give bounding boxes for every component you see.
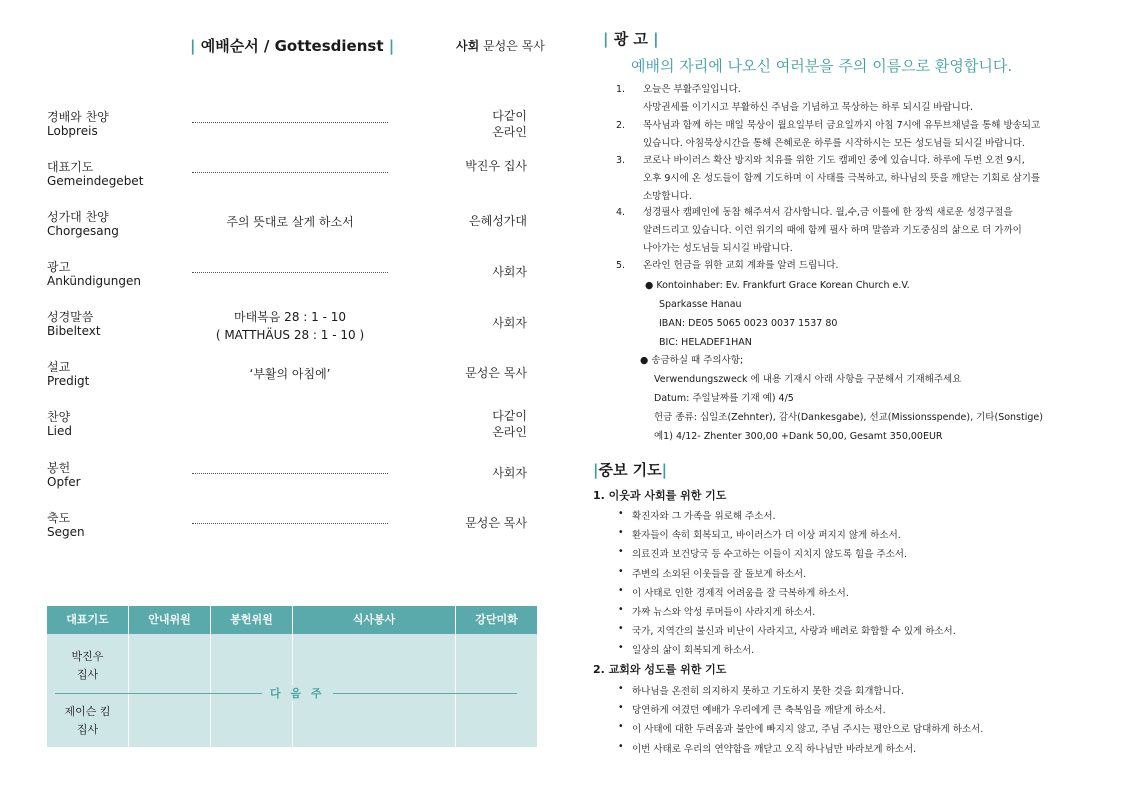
transfer-note: 예1) 4/12- Zhenter 300,00 +Dank 50,00, Gesamt 350,00EUR (654, 431, 943, 442)
order-who: 사회자 (492, 466, 527, 480)
order-who: 다같이 온라인 (492, 109, 527, 139)
iban: IBAN: DE05 5065 0023 0037 1537 80 (659, 318, 838, 329)
prayer-section-1: 1. 이웃과 사회를 위한 기도 (593, 489, 727, 502)
transfer-notes (640, 351, 1043, 446)
order-ko: 성경말씀 (47, 310, 94, 324)
title-bar-left: | (190, 37, 196, 55)
order-who: 사회자 (492, 316, 527, 330)
header-prayer: 대표기도 (66, 613, 109, 626)
order-de: Chorgesang (47, 224, 119, 238)
order-row-predigt (47, 358, 527, 398)
order-row-gebet (47, 158, 527, 198)
order-who: 다같이 온라인 (492, 409, 527, 439)
order-ko: 대표기도 (47, 160, 94, 174)
order-de: Bibeltext (47, 324, 101, 338)
bank-name: Sparkasse Hanau (659, 299, 742, 310)
next-week-label: 다 음 주 (262, 685, 333, 701)
order-who: 은혜성가대 (469, 214, 527, 228)
order-de: Segen (47, 525, 85, 539)
title-bar-right: | (388, 37, 395, 55)
col-divider (128, 634, 129, 747)
heading-bar: | (653, 30, 659, 48)
header-altar: 강단미화 (475, 613, 518, 626)
order-de: Ankündigungen (47, 274, 141, 288)
order-ko: 봉헌 (47, 461, 71, 475)
heading-bar: | (603, 30, 609, 48)
order-ko: 설교 (47, 360, 71, 374)
notice-heading (603, 28, 659, 49)
order-ko: 찬양 (47, 410, 71, 424)
order-row-ank (47, 258, 527, 298)
col-divider (210, 606, 211, 634)
col-divider (210, 634, 211, 747)
order-de: Lobpreis (47, 124, 98, 138)
bic: BIC: HELADEF1HAN (659, 337, 752, 348)
col-divider (292, 606, 293, 634)
order-ko: 광고 (47, 260, 71, 274)
order-row-lied (47, 408, 527, 448)
order-de: Opfer (47, 475, 81, 489)
leader-dots (192, 121, 388, 123)
prayer-heading (593, 459, 667, 480)
heading-bar: | (661, 461, 668, 479)
welcome-text: 예배의 자리에 나오신 여러분을 주의 이름으로 환영합니다. (631, 57, 1013, 75)
order-mid: ‘부활의 아침에’ (249, 367, 331, 381)
leader-dots (192, 171, 388, 173)
order-who: 문성은 목사 (465, 366, 527, 380)
order-mid: 마태복음 28 : 1 - 10 ( MATTHÄUS 28 : 1 - 10 ) (215, 310, 365, 342)
order-de: Lied (47, 424, 73, 438)
order-row-chor (47, 208, 527, 248)
transfer-note: Verwendungszweck 에 내용 기재시 아래 사항을 구분해서 기재해주세요 (654, 374, 962, 385)
order-who: 사회자 (492, 265, 527, 279)
bank-details (645, 276, 910, 352)
this-week-prayer: 박진우 집사 (71, 650, 104, 681)
order-title-text: 예배순서 / Gottesdienst (200, 37, 384, 55)
prayer-title: 중보 기도 (598, 461, 662, 479)
transfer-note: 헌금 종류: 십일조(Zehnter), 감사(Dankesgabe), 선교(Missionsspende), 기타(Sonstige) (654, 412, 1043, 423)
order-who: 문성은 목사 (465, 516, 527, 530)
order-ko: 축도 (47, 511, 71, 525)
right-page: | 광 고 | 예배의 자리에 나오신 여러분을 주의 이름으로 환영합니다. 1. 오늘은 부활주일입니다. 사망권세를 이기시고 부활하신 주님을 기념하고 묵상하는 하루 되시길 바랍니다. 2. 목사님과 함께 하는 매일 묵상이 월요일부터 금요일까지 아침 7시에 유투브채널을 통해 방송되고 있습니다. 아침묵상시간을 통해 은혜로운 하루를 시작하시는 모든 성도님들 되시길 바랍니다. 3. 코로나 바이러스 확산 방지와 치유를 위한 기도 캠페인 중에 있습니다. 하루에 두번 오전 9시, 오후 9시에 온 성도들이 함께 기도하며 이 사태를 극복하고, 하나님의 뜻을 깨닫는 기회로 삼기를 소망합니다. 4. 성경필사 캠페인에 동참 해주셔서 감사합니다. 월,수,금 이틀에 한 장씩 새로운 성경구절을 알려드리고 있습니다. 이런 위기의 때에 함께 필사 하며 말씀과 기도중심의 삶으로 더 가까이 나아가는 성도님들 되시길 바랍니다. 5. 온라인 헌금을 위한 교회 계좌를 알려 드립니다. ● Kontoinhaber: Ev. Frankfurt Grace Korean Church e.V. Sparkasse Hanau IBAN: DE05 5065 0023 0037 1537 80 BIC: HELADEF1HAN ● 송금하실 때 주의사항; Verwendungszweck 에 내용 기재시 아래 사항을 구분해서 기재해주세요 Datum: 주일날짜를 기재 예) 4/5 헌금 종류: 십일조(Zehnter), 감사(Dankesgabe), 선교(Missionsspende), 기타(Sonstige) 예1) 4/12- Zhenter 300,00 +Dank 50,00, Gesamt 350,00EUR |중보 기도| 1. 이웃과 사회를 위한 기도 • 확진자와 그 가족을 위로해 주소서. • 환자들이 속히 회복되고, 바이러스가 더 이상 퍼지지 않게 하소서. • 의료진과 보건당국 등 수고하는 이들이 지치지 않도록 힘을 주소서. • 주변의 소외된 이웃들을 잘 돌보게 하소서. • 이 사태로 인한 경제적 어려움을 잘 극복하게 하소서. • 가짜 뉴스와 악성 루머들이 사라지게 하소서. • 국가, 지역간의 불신과 비난이 사라지고, 사랑과 배려로 화합할 수 있게 하소서. • 일상의 삶이 회복되게 하소서. 2. 교회와 성도를 위한 기도 • 하나님을 온전히 의지하지 못하고 기도하지 못한 것을 회개합니다. • 당연하게 여겼던 예배가 우리에게 큰 축복임을 깨닫게 하소서. • 이 사태에 대한 두려움과 불안에 빠지지 않고, 주님 주시는 평안으로 담대하게 하소서. • 이번 사태로 우리의 연약함을 깨닫고 오직 하나님만 바라보게 하소서. (593, 30, 1043, 755)
notice-title: 광 고 (613, 30, 648, 48)
presider-name: 문성은 목사 (483, 39, 545, 53)
col-divider (455, 634, 456, 747)
prayer-section-2: 2. 교회와 성도를 위한 기도 (593, 663, 727, 676)
transfer-note: Datum: 주일날짜를 기재 예) 4/5 (654, 393, 794, 404)
bullet-icon: ● (645, 280, 654, 291)
header-meal: 식사봉사 (352, 613, 396, 626)
col-divider (128, 606, 129, 634)
order-title (190, 35, 394, 56)
leader-dots (192, 472, 388, 474)
order-row-segen (47, 509, 527, 549)
duty-table (47, 606, 537, 747)
order-row-bibel (47, 308, 527, 348)
col-divider (455, 606, 456, 634)
order-de: Predigt (47, 374, 90, 388)
order-row-opfer (47, 459, 527, 499)
presider (456, 37, 545, 54)
leader-dots (192, 522, 388, 524)
order-ko: 성가대 찬양 (47, 210, 109, 224)
order-who: 박진우 집사 (465, 159, 527, 173)
bullet-icon: ● (640, 355, 649, 366)
transfer-notes-title: 송금하실 때 주의사항; (651, 355, 744, 366)
order-ko: 경배와 찬양 (47, 110, 109, 124)
presider-label: 사회 (456, 39, 480, 53)
order-mid: 주의 뜻대로 살게 하소서 (226, 215, 354, 229)
order-row-lobpreis (47, 108, 527, 148)
next-week-prayer: 제이슨 킴 집사 (64, 705, 111, 736)
left-page (0, 0, 561, 794)
leader-dots (192, 271, 388, 273)
heading-bar: | (593, 461, 599, 479)
order-de: Gemeindegebet (47, 174, 144, 188)
account-holder: Kontoinhaber: Ev. Frankfurt Grace Korean Church e.V. (656, 280, 910, 291)
header-offering: 봉헌위원 (230, 613, 273, 626)
header-usher: 안내위원 (148, 613, 191, 626)
